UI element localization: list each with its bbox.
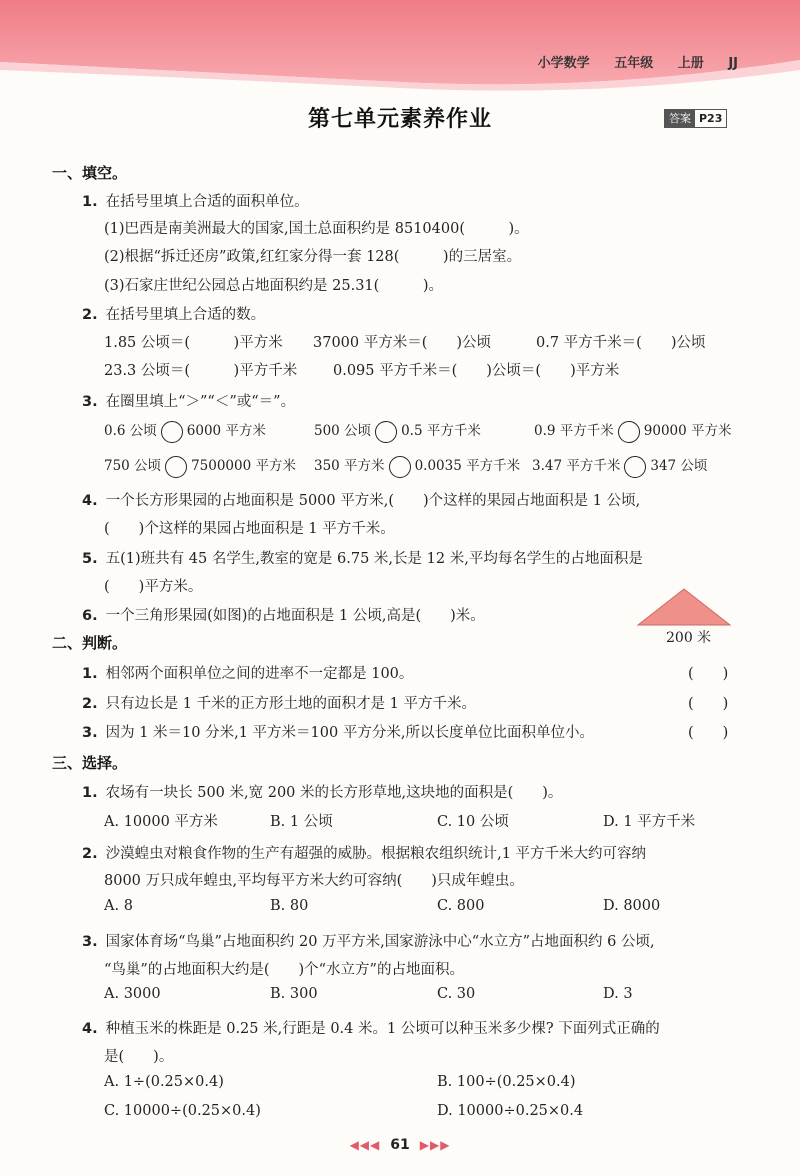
- compare-item: [314, 454, 520, 478]
- section-heading-fill-blank: 一、填空。: [52, 164, 128, 182]
- page-number: 61: [390, 1137, 410, 1153]
- question-text: 沙漠蝗虫对粮食作物的生产有超强的威胁。根据粮农组织统计,1 平方千米大约可容纳: [105, 846, 647, 862]
- option-c[interactable]: C. 10000÷(0.25×0.4): [104, 1103, 261, 1119]
- option-c[interactable]: C. 30: [437, 986, 476, 1002]
- next-arrows-icon[interactable]: ▶▶▶: [419, 1138, 451, 1152]
- option-b[interactable]: B. 300: [270, 986, 318, 1002]
- compare-right: 0.5 平方千米: [401, 423, 481, 439]
- question-number: 2.: [82, 307, 98, 323]
- question-text-cont: ( )个这样的果园占地面积是 1 平方千米。: [104, 521, 395, 537]
- question: [82, 604, 485, 625]
- option-b[interactable]: B. 100÷(0.25×0.4): [437, 1074, 576, 1090]
- compare-circle[interactable]: [389, 456, 411, 478]
- option-a[interactable]: A. 3000: [104, 986, 161, 1002]
- conversion-item: 37000 平方米＝( )公顷: [313, 335, 492, 351]
- question: [82, 930, 655, 951]
- compare-right: 0.0035 平方千米: [414, 458, 521, 474]
- answer-parens[interactable]: ( ): [688, 696, 729, 712]
- compare-item: [314, 419, 481, 443]
- compare-circle[interactable]: [161, 421, 183, 443]
- conversion-item: 23.3 公顷＝( )平方千米: [104, 363, 298, 379]
- question-number: 3.: [82, 934, 98, 950]
- conversion-item: 0.095 平方千米＝( )公顷＝( )平方米: [333, 363, 620, 379]
- question-text-cont: ( )平方米。: [104, 579, 203, 595]
- judge-item: [82, 721, 594, 742]
- question-text-cont: “鸟巢”的占地面积大约是( )个“水立方”的占地面积。: [104, 962, 464, 978]
- compare-item: [104, 454, 296, 478]
- question: [82, 303, 265, 324]
- judge-item: [82, 692, 476, 713]
- question-text: 一个三角形果园(如图)的占地面积是 1 公顷,高是( )米。: [105, 608, 485, 624]
- page-title: 第七单元素养作业: [307, 107, 492, 132]
- question-number: 1.: [82, 666, 98, 682]
- question: [82, 1017, 660, 1038]
- answer-tag-page: P23: [699, 112, 723, 125]
- question: [82, 547, 643, 568]
- question-text-cont: 8000 万只成年蝗虫,平均每平方米大约可容纳( )只成年蝗虫。: [104, 873, 524, 889]
- question-number: 1.: [82, 194, 98, 210]
- sub-question: (2)根据“拆迁还房”政策,红红家分得一套 128( )的三居室。: [104, 249, 522, 265]
- compare-left: 3.47 平方千米: [532, 458, 621, 474]
- question-number: 4.: [82, 493, 98, 509]
- question: [82, 190, 309, 211]
- option-d[interactable]: D. 1 平方千米: [603, 814, 696, 830]
- answer-parens[interactable]: ( ): [688, 725, 729, 741]
- answer-tag[interactable]: [664, 109, 727, 128]
- question-text: 相邻两个面积单位之间的进率不一定都是 100。: [105, 666, 414, 682]
- option-c[interactable]: C. 800: [437, 898, 485, 914]
- question-text: 五(1)班共有 45 名学生,教室的宽是 6.75 米,长是 12 米,平均每名学生的占地面积是: [105, 551, 643, 567]
- prev-arrows-icon[interactable]: ◀◀◀: [349, 1138, 381, 1152]
- question-number: 5.: [82, 551, 98, 567]
- question-number: 2.: [82, 696, 98, 712]
- question-text: 在括号里填上合适的面积单位。: [105, 194, 309, 210]
- question-text: 国家体育场“鸟巢”占地面积约 20 万平方米,国家游泳中心“水立方”占地面积约 6 公顷,: [105, 934, 655, 950]
- question-number: 6.: [82, 608, 98, 624]
- conversion-item: 1.85 公顷＝( )平方米: [104, 335, 283, 351]
- question-number: 3.: [82, 394, 98, 410]
- header-banner: [0, 0, 800, 95]
- sub-question: (3)石家庄世纪公园总占地面积约是 25.31( )。: [104, 278, 443, 294]
- option-a[interactable]: A. 1÷(0.25×0.4): [104, 1074, 224, 1090]
- question-number: 4.: [82, 1021, 98, 1037]
- answer-tag-label: 答案: [665, 110, 695, 127]
- answer-parens[interactable]: ( ): [688, 666, 729, 682]
- compare-right: 6000 平方米: [186, 423, 266, 439]
- question: [82, 781, 562, 802]
- compare-item: [532, 454, 707, 478]
- question-text: 在括号里填上合适的数。: [105, 307, 266, 323]
- compare-left: 0.9 平方千米: [534, 423, 614, 439]
- question: [82, 842, 646, 863]
- compare-right: 347 公顷: [650, 458, 708, 474]
- option-b[interactable]: B. 80: [270, 898, 309, 914]
- option-b[interactable]: B. 1 公顷: [270, 814, 333, 830]
- question-text: 一个长方形果园的占地面积是 5000 平方米,( )个这样的果园占地面积是 1 公顷,: [105, 493, 641, 509]
- conversion-item: 0.7 平方千米＝( )公顷: [536, 335, 706, 351]
- option-a[interactable]: A. 8: [104, 898, 133, 914]
- judge-item: [82, 662, 413, 683]
- compare-item: [534, 419, 732, 443]
- volume-label: 上册: [677, 56, 704, 71]
- compare-circle[interactable]: [165, 456, 187, 478]
- compare-right: 90000 平方米: [643, 423, 732, 439]
- question-text: 农场有一块长 500 米,宽 200 米的长方形草地,这块地的面积是( )。: [105, 785, 563, 801]
- header-info: [524, 52, 738, 71]
- question-number: 1.: [82, 785, 98, 801]
- option-c[interactable]: C. 10 公顷: [437, 814, 509, 830]
- grade-label: 五年级: [614, 56, 654, 71]
- triangle-base-label: 200 米: [666, 630, 712, 646]
- question-text: 在圈里填上“＞”“＜”或“＝”。: [105, 394, 296, 410]
- question: [82, 390, 295, 411]
- option-d[interactable]: D. 3: [603, 986, 633, 1002]
- compare-item: [104, 419, 266, 443]
- compare-left: 350 平方米: [314, 458, 385, 474]
- compare-left: 0.6 公顷: [104, 423, 157, 439]
- question-text: 因为 1 米＝10 分米,1 平方米＝100 平方分米,所以长度单位比面积单位小。: [105, 725, 594, 741]
- question-number: 2.: [82, 846, 98, 862]
- compare-left: 750 公顷: [104, 458, 162, 474]
- option-a[interactable]: A. 10000 平方米: [104, 814, 218, 830]
- compare-left: 500 公顷: [314, 423, 372, 439]
- question-text: 只有边长是 1 千米的正方形土地的面积才是 1 平方千米。: [105, 696, 476, 712]
- compare-circle[interactable]: [618, 421, 640, 443]
- option-d[interactable]: D. 8000: [603, 898, 661, 914]
- compare-circle[interactable]: [624, 456, 646, 478]
- sub-question: (1)巴西是南美洲最大的国家,国土总面积约是 8510400( )。: [104, 221, 529, 237]
- compare-circle[interactable]: [375, 421, 397, 443]
- compare-right: 7500000 平方米: [191, 458, 296, 474]
- page-footer: [0, 1137, 800, 1153]
- section-heading-judge: 二、判断。: [52, 634, 128, 652]
- question-text-cont: 是( )。: [104, 1049, 174, 1065]
- triangle-figure: [636, 587, 732, 627]
- option-d[interactable]: D. 10000÷0.25×0.4: [437, 1103, 584, 1119]
- edition-label: JJ: [728, 56, 738, 71]
- subject-label: 小学数学: [537, 56, 590, 71]
- question-text: 种植玉米的株距是 0.25 米,行距是 0.4 米。1 公顷可以种玉米多少棵? 下面列式正确的: [105, 1021, 660, 1037]
- section-heading-choice: 三、选择。: [52, 754, 128, 772]
- question: [82, 489, 640, 510]
- question-number: 3.: [82, 725, 98, 741]
